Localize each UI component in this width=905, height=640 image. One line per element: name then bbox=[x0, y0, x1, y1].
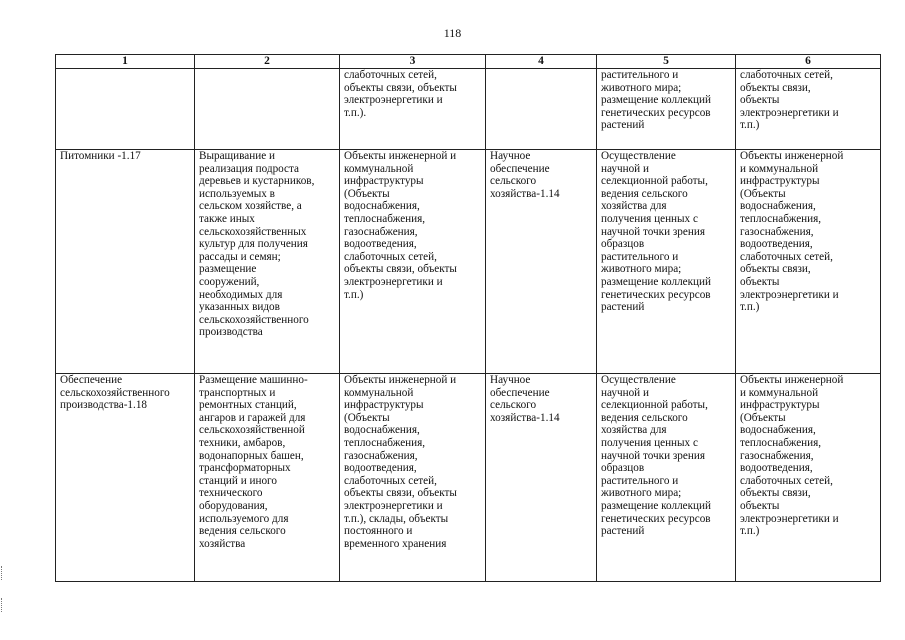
table-cell bbox=[195, 69, 340, 150]
table-cell: слаботочных сетей, объекты связи, объекты электроэнергетики и т.п.) bbox=[736, 69, 881, 150]
table-cell: Питомники -1.17 bbox=[56, 150, 195, 374]
column-header-5: 5 bbox=[597, 55, 736, 69]
table-cell: Выращивание и реализация подроста деревьев и кустарников, используемых в сельском хозяйстве, а также иных сельскохозяйственных культур для получения рассады и семян; размещение сооружений, необходимых для указанных видов сельскохозяйственного производства bbox=[195, 150, 340, 374]
page-number: 118 bbox=[443, 26, 462, 40]
scan-edge-mark bbox=[1, 566, 4, 580]
table-cell bbox=[56, 69, 195, 150]
table-row-agri-support bbox=[56, 374, 881, 582]
column-header-4: 4 bbox=[486, 55, 597, 69]
table-cell: Объекты инженерной и коммунальной инфраструктуры (Объекты водоснабжения, теплоснабжения, газоснабжения, водоотведения, слаботочных сетей, объекты связи, объекты электроэнергетики и т.п.) bbox=[736, 374, 881, 582]
table-cell: Обеспечение сельскохозяйственного производства-1.18 bbox=[56, 374, 195, 582]
table-row-nurseries bbox=[56, 150, 881, 374]
table-cell: Размещение машинно- транспортных и ремонтных станций, ангаров и гаражей для сельскохозяйственной техники, амбаров, водонапорных башен, трансформаторных станций и иного технического оборудования, используемого для ведения сельского хозяйства bbox=[195, 374, 340, 582]
table-cell: Научное обеспечение сельского хозяйства-1.14 bbox=[486, 374, 597, 582]
column-header-1: 1 bbox=[56, 55, 195, 69]
table-cell: Научное обеспечение сельского хозяйства-1.14 bbox=[486, 150, 597, 374]
table-cell bbox=[486, 69, 597, 150]
table-cell: слаботочных сетей, объекты связи, объекты электроэнергетики и т.п.). bbox=[340, 69, 486, 150]
table-cell: Осуществление научной и селекционной работы, ведения сельского хозяйства для получения ценных с научной точки зрения образцов растительного и животного мира; размещение коллекций генетических ресурсов растений bbox=[597, 374, 736, 582]
table-cell: растительного и животного мира; размещение коллекций генетических ресурсов растений bbox=[597, 69, 736, 150]
table-cell: Объекты инженерной и коммунальной инфраструктуры (Объекты водоснабжения, теплоснабжения, газоснабжения, водоотведения, слаботочных сетей, объекты связи, объекты электроэнергетики и т.п.) bbox=[736, 150, 881, 374]
table-cell: Осуществление научной и селекционной работы, ведения сельского хозяйства для получения ценных с научной точки зрения образцов растительного и животного мира; размещение коллекций генетических ресурсов растений bbox=[597, 150, 736, 374]
column-header-3: 3 bbox=[340, 55, 486, 69]
column-header-2: 2 bbox=[195, 55, 340, 69]
land-use-table bbox=[55, 54, 881, 582]
scan-edge-mark bbox=[1, 598, 4, 612]
table-cell: Объекты инженерной и коммунальной инфраструктуры (Объекты водоснабжения, теплоснабжения, газоснабжения, водоотведения, слаботочных сетей, объекты связи, объекты электроэнергетики и т.п.) bbox=[340, 150, 486, 374]
table-header-row bbox=[56, 55, 881, 69]
column-header-6: 6 bbox=[736, 55, 881, 69]
table-cell: Объекты инженерной и коммунальной инфраструктуры (Объекты водоснабжения, теплоснабжения, газоснабжения, водоотведения, слаботочных сетей, объекты связи, объекты электроэнергетики и т.п.), склады, объекты постоянного и временного хранения bbox=[340, 374, 486, 582]
table-row-continuation bbox=[56, 69, 881, 150]
